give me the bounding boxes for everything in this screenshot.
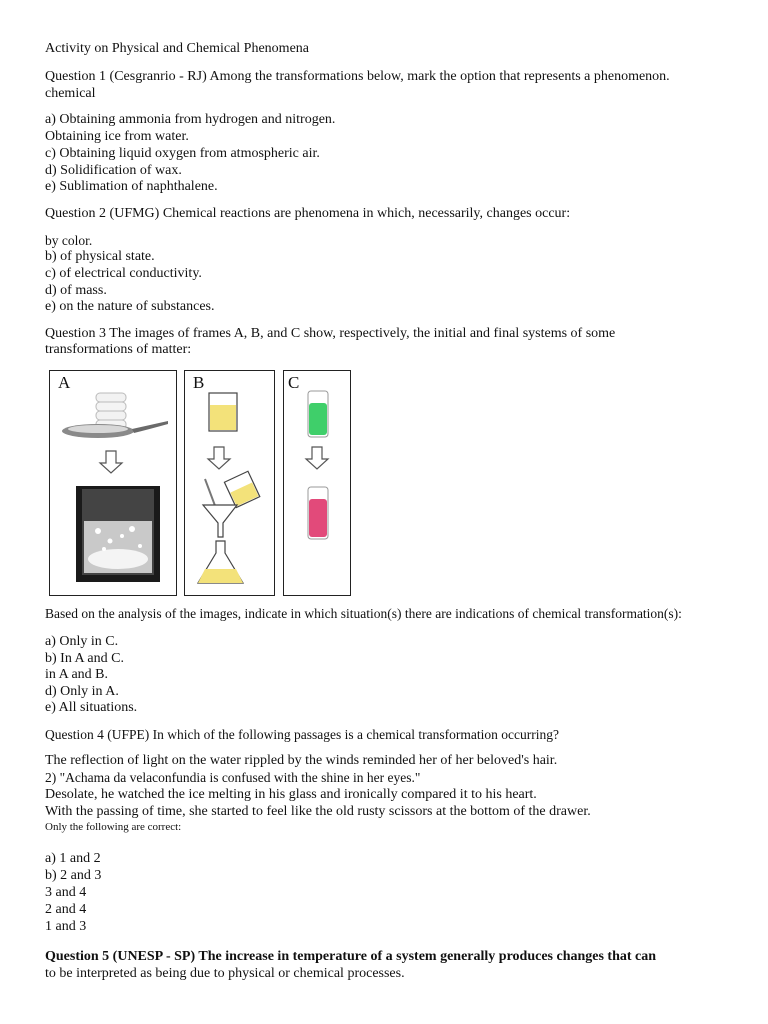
- question-2-option-e: e) on the nature of substances.: [45, 299, 215, 314]
- question-1-option-d: d) Solidification of wax.: [45, 163, 182, 178]
- question-4-passage-3: Desolate, he watched the ice melting in his glass and ironically compared it to his heart.: [45, 787, 537, 802]
- question-4-passage-2: 2) "Achama da velaconfundia is confused with the shine in her eyes.": [45, 770, 421, 785]
- question-3-prompt: Based on the analysis of the images, indicate in which situation(s) there are indications of chemical transformation(s):: [45, 606, 682, 621]
- frame-b: [184, 370, 275, 596]
- frame-b-illustration: [185, 371, 274, 595]
- question-4-note: Only the following are correct:: [45, 821, 182, 833]
- question-2-option-c: c) of electrical conductivity.: [45, 266, 202, 281]
- question-5-text: Question 5 (UNESP - SP) The increase in temperature of a system generally produces changes that can: [45, 949, 657, 964]
- question-5-text-cont: to be interpreted as being due to physical or chemical processes.: [45, 966, 405, 981]
- question-4-passage-1: The reflection of light on the water rippled by the winds reminded her of her beloved's hair.: [45, 753, 558, 768]
- question-2-option-d: d) of mass.: [45, 283, 107, 298]
- frame-b-label: B: [193, 373, 205, 392]
- question-3-text-cont: transformations of matter:: [45, 342, 192, 357]
- page-title: Activity on Physical and Chemical Phenomena: [45, 41, 310, 56]
- question-4-option-a: a) 1 and 2: [45, 851, 101, 866]
- frame-a-label: A: [58, 373, 71, 392]
- question-4-text: Question 4 (UFPE) In which of the following passages is a chemical transformation occurring?: [45, 727, 559, 742]
- question-2-option-a: by color.: [45, 233, 93, 248]
- question-4-option-d: 2 and 4: [45, 902, 87, 917]
- question-4-option-c: 3 and 4: [45, 885, 87, 900]
- question-4-option-b: b) 2 and 3: [45, 868, 102, 883]
- question-1-option-c: c) Obtaining liquid oxygen from atmospheric air.: [45, 146, 320, 161]
- question-1-text-cont: chemical: [45, 86, 96, 101]
- question-3-option-e: e) All situations.: [45, 700, 138, 715]
- question-3-option-b: b) In A and C.: [45, 651, 124, 666]
- frame-a: [49, 370, 177, 596]
- question-3-option-a: a) Only in C.: [45, 634, 119, 649]
- question-3-option-c: in A and B.: [45, 667, 109, 682]
- question-1-option-b: Obtaining ice from water.: [45, 129, 189, 144]
- question-2-option-b: b) of physical state.: [45, 249, 155, 264]
- frame-a-illustration: [50, 371, 176, 595]
- frame-c: [283, 370, 351, 596]
- question-3-text: Question 3 The images of frames A, B, and C show, respectively, the initial and final systems of some: [45, 326, 616, 341]
- question-4-passage-4: With the passing of time, she started to feel like the old rusty scissors at the bottom of the drawer.: [45, 804, 591, 819]
- frame-c-illustration: [284, 371, 350, 595]
- question-1-option-e: e) Sublimation of naphthalene.: [45, 179, 218, 194]
- question-3-option-d: d) Only in A.: [45, 684, 119, 699]
- frame-c-label: C: [288, 373, 300, 392]
- question-2-text: Question 2 (UFMG) Chemical reactions are phenomena in which, necessarily, changes occur:: [45, 206, 571, 221]
- question-1-text: Question 1 (Cesgranrio - RJ) Among the transformations below, mark the option that represents a phenomenon.: [45, 69, 670, 84]
- question-4-option-e: 1 and 3: [45, 919, 87, 934]
- question-1-option-a: a) Obtaining ammonia from hydrogen and nitrogen.: [45, 112, 336, 127]
